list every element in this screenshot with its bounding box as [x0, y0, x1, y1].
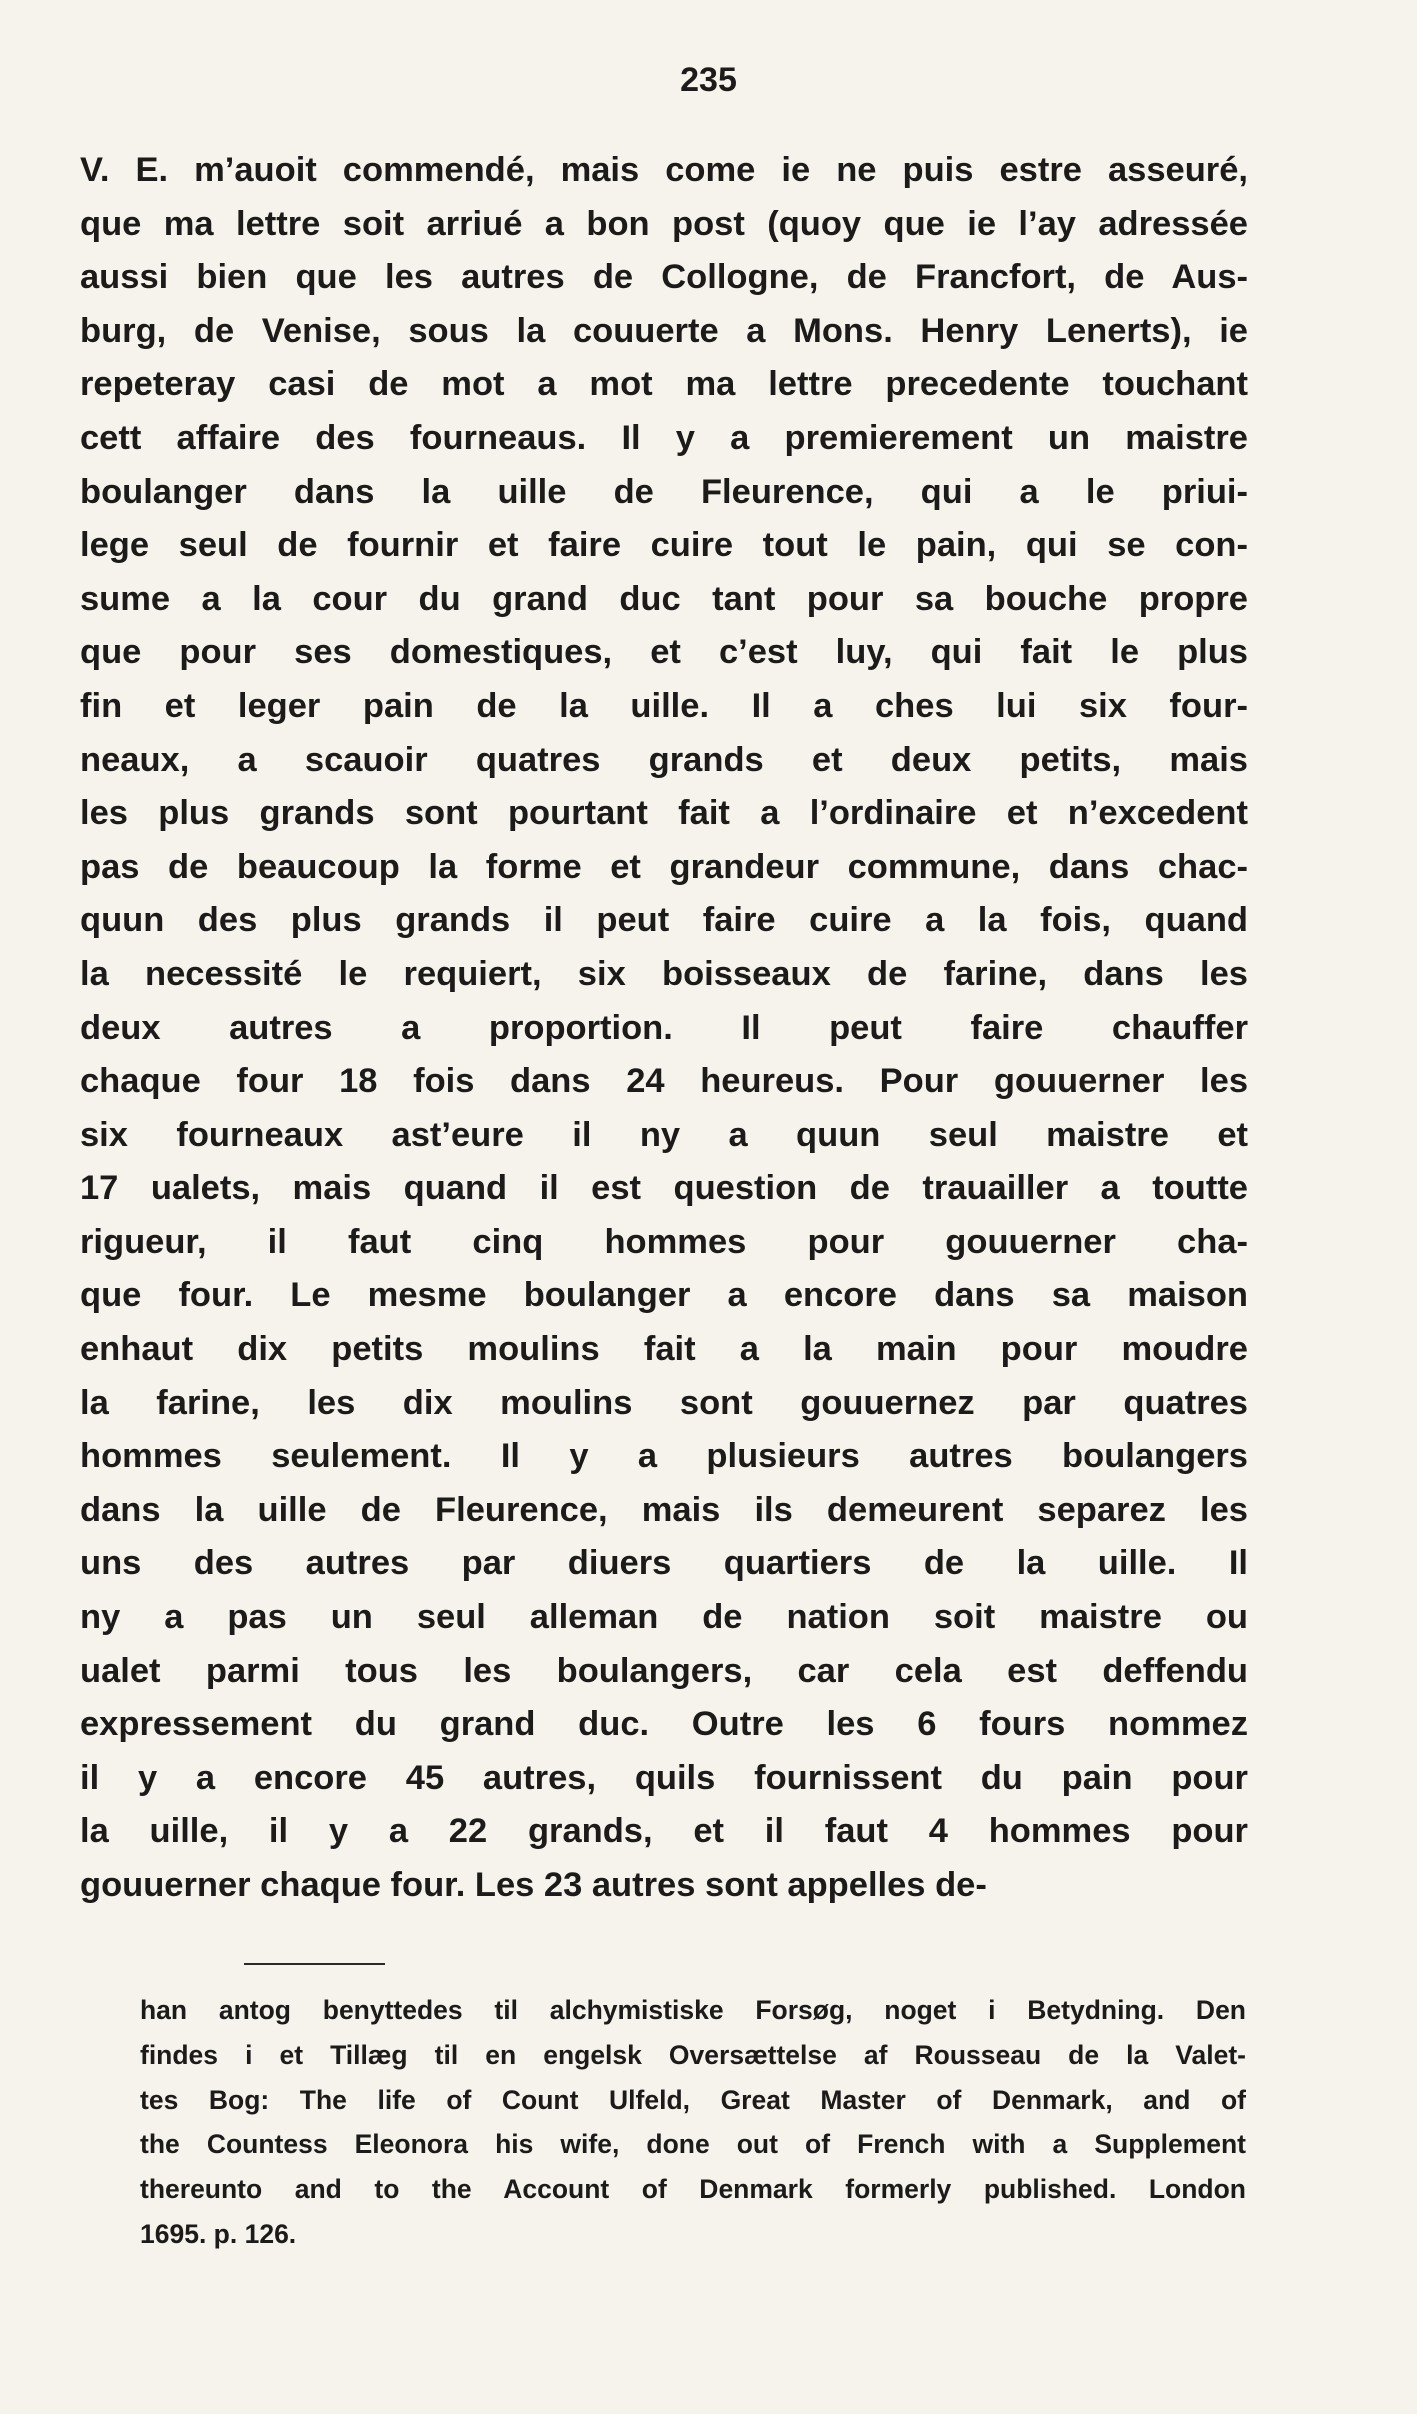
body-line: les plus grands sont pourtant fait a l’ordinaire et n’excedent: [80, 794, 1248, 833]
footnote: [140, 1988, 1246, 2257]
footnote-line: tes Bog: The life of Count Ulfeld, Great Master of Denmark, and of: [140, 2084, 1246, 2115]
body-line: deux autres a proportion. Il peut faire chauffer: [80, 1008, 1248, 1047]
footnote-line: the Countess Eleonora his wife, done out of French with a Supplement: [140, 2129, 1246, 2160]
body-line: uns des autres par diuers quartiers de la uille. Il: [80, 1544, 1248, 1583]
body-line: six fourneaux ast’eure il ny a quun seul maistre et: [80, 1115, 1248, 1154]
body-line: ny a pas un seul alleman de nation soit maistre ou: [80, 1598, 1248, 1637]
body-line: aussi bien que les autres de Collogne, de Francfort, de Aus-: [80, 258, 1248, 297]
body-line: quun des plus grands il peut faire cuire a la fois, quand: [80, 901, 1248, 940]
body-line: pas de beaucoup la forme et grandeur commune, dans chac-: [80, 847, 1248, 886]
body-line: gouuerner chaque four. Les 23 autres sont appelles de-: [80, 1866, 987, 1904]
footnote-line: 1695. p. 126.: [140, 2218, 297, 2249]
body-line: dans la uille de Fleurence, mais ils demeurent separez les: [80, 1490, 1248, 1529]
body-line: repeteray casi de mot a mot ma lettre precedente touchant: [80, 365, 1248, 404]
body-line: que four. Le mesme boulanger a encore dans sa maison: [80, 1276, 1248, 1315]
body-text: [80, 144, 1248, 1913]
body-line: lege seul de fournir et faire cuire tout le pain, qui se con-: [80, 526, 1248, 565]
body-line: cett affaire des fourneaus. Il y a premierement un maistre: [80, 418, 1248, 457]
footnote-line: thereunto and to the Account of Denmark formerly published. London: [140, 2174, 1246, 2205]
body-line: que pour ses domestiques, et c’est luy, qui fait le plus: [80, 633, 1248, 672]
body-line: la necessité le requiert, six boisseaux de farine, dans les: [80, 954, 1248, 993]
body-line: boulanger dans la uille de Fleurence, qui a le priui-: [80, 472, 1248, 511]
body-line: hommes seulement. Il y a plusieurs autres boulangers: [80, 1437, 1248, 1476]
body-line: la farine, les dix moulins sont gouuernez par quatres: [80, 1383, 1248, 1422]
body-line: ualet parmi tous les boulangers, car cela est deffendu: [80, 1651, 1248, 1690]
footnote-separator: [244, 1963, 385, 1965]
body-line: la uille, il y a 22 grands, et il faut 4 hommes pour: [80, 1812, 1248, 1851]
body-line: fin et leger pain de la uille. Il a ches lui six four-: [80, 686, 1248, 725]
body-line: 17 ualets, mais quand il est question de trauailler a toutte: [80, 1169, 1248, 1208]
body-line: sume a la cour du grand duc tant pour sa bouche propre: [80, 579, 1248, 618]
body-line: chaque four 18 fois dans 24 heureus. Pour gouuerner les: [80, 1062, 1248, 1101]
body-line: neaux, a scauoir quatres grands et deux petits, mais: [80, 740, 1248, 779]
body-line: burg, de Venise, sous la couuerte a Mons. Henry Lenerts), ie: [80, 311, 1248, 350]
footnote-line: findes i et Tillæg til en engelsk Oversættelse af Rousseau de la Valet-: [140, 2039, 1246, 2070]
body-line: V. E. m’auoit commendé, mais come ie ne puis estre asseuré,: [80, 151, 1248, 189]
body-line: expressement du grand duc. Outre les 6 fours nommez: [80, 1705, 1248, 1744]
body-line: que ma lettre soit arriué a bon post (quoy que ie l’ay adressée: [80, 204, 1248, 243]
page-number: 235: [680, 61, 737, 99]
body-line: il y a encore 45 autres, quils fournissent du pain pour: [80, 1758, 1248, 1797]
footnote-line: han antog benyttedes til alchymistiske Forsøg, noget i Betydning. Den: [140, 1995, 1246, 2025]
body-line: rigueur, il faut cinq hommes pour gouuerner cha-: [80, 1222, 1248, 1261]
body-line: enhaut dix petits moulins fait a la main pour moudre: [80, 1330, 1248, 1369]
